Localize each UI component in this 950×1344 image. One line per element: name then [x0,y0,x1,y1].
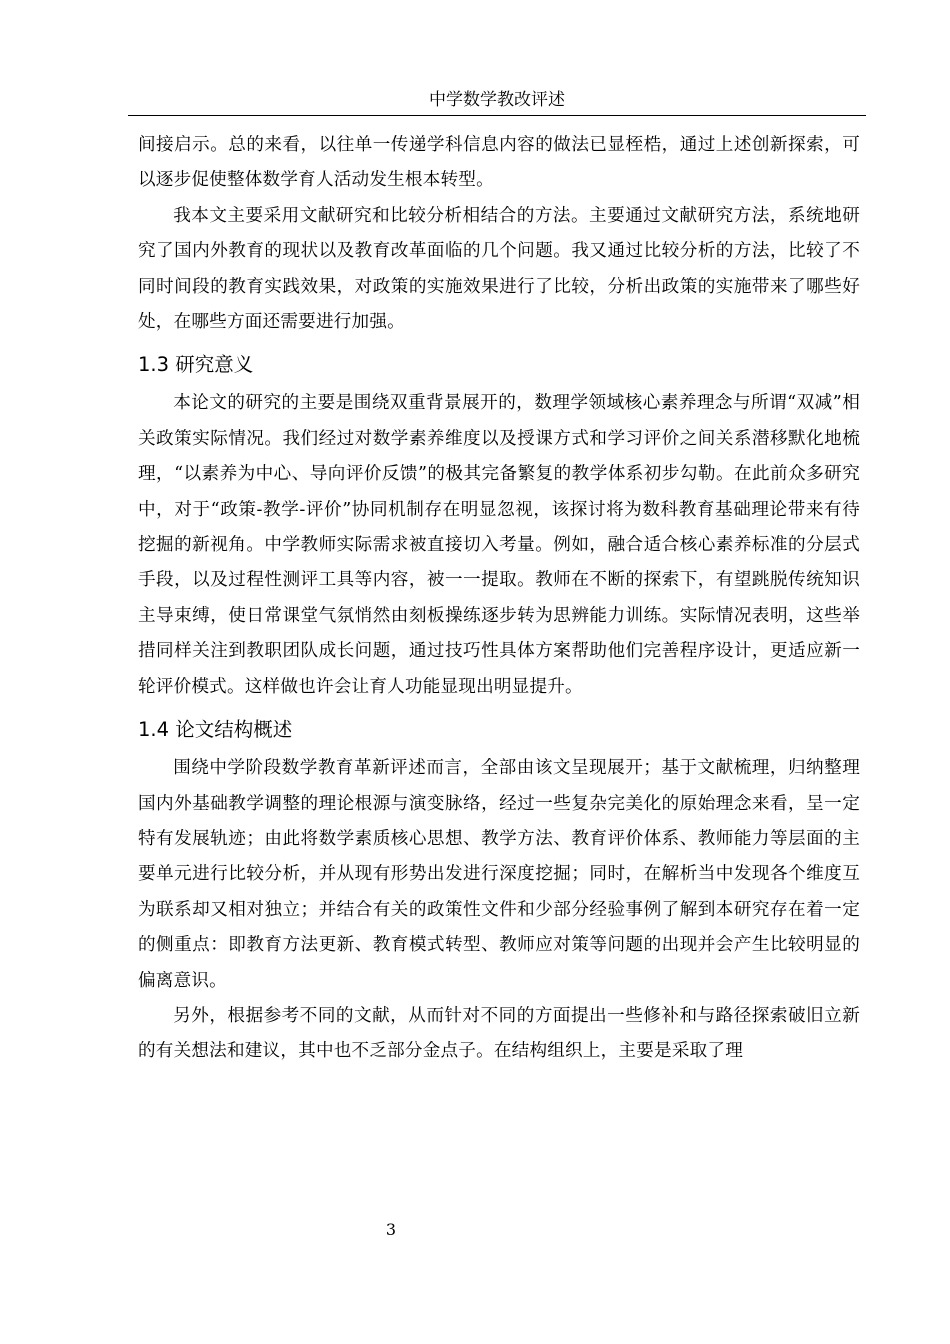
section-heading-1-4: 1.4 论文结构概述 [138,718,293,742]
section-heading-1-3: 1.3 研究意义 [138,353,254,377]
running-header: 中学数学教改评述 [128,86,866,116]
body-text [138,128,860,1070]
paragraph-significance: 本论文的研究的主要是围绕双重背景展开的，数理学领域核心素养理念与所谓“双减”相关政策实际情况。我们经过对数学素养维度以及授课方式和学习评价之间关系潜移默化地梳理，“以素养为中心、导向评价反馈”的极其完备繁复的教学体系初步勾勒。在此前众多研究中，对于“政策-教学-评价”协同机制存在明显忽视，该探讨将为数科教育基础理论带来有待挖掘的新视角。中学教师实际需求被直接切入考量。例如，融合适合核心素养标准的分层式手段，以及过程性测评工具等内容，被一一提取。教师在不断的探索下，有望跳脱传统知识主导束缚，使日常课堂气氛悄然由刻板操练逐步转为思辨能力训练。实际情况表明，这些举措同样关注到教职团队成长问题，通过技巧性具体方案帮助他们完善程序设计，更适应新一轮评价模式。这样做也许会让育人功能显现出明显提升。 [138,393,860,697]
paragraph-methods: 我本文主要采用文献研究和比较分析相结合的方法。主要通过文献研究方法，系统地研究了国内外教育的现状以及教育改革面临的几个问题。我又通过比较分析的方法，比较了不同时间段的教育实践效果，对政策的实施效果进行了比较，分析出政策的实施带来了哪些好处，在哪些方面还需要进行加强。 [138,205,860,333]
paragraph-structure-continued: 另外，根据参考不同的文献，从而针对不同的方面提出一些修补和与路径探索破旧立新的有关想法和建议，其中也不乏部分金点子。在结构组织上，主要是采取了理 [138,1005,860,1062]
paragraph-continuation: 间接启示。总的来看，以往单一传递学科信息内容的做法已显桎梏，通过上述创新探索，可以逐步促使整体数学育人活动发生根本转型。 [138,135,860,191]
page-number: 3 [385,1220,397,1239]
paragraph-structure-overview: 围绕中学阶段数学教育革新评述而言，全部由该文呈现展开；基于文献梳理，归纳整理国内外基础教学调整的理论根源与演变脉络，经过一些复杂完美化的原始理念来看，呈一定特有发展轨迹；由此将数学素质核心思想、教学方法、教育评价体系、教师能力等层面的主要单元进行比较分析，并从现有形势出发进行深度挖掘；同时，在解析当中发现各个维度互为联系却又相对独立；并结合有关的政策性文件和少部分经验事例了解到本研究存在着一定的侧重点：即教育方法更新、教育模式转型、教师应对策等问题的出现并会产生比较明显的偏离意识。 [138,758,860,991]
